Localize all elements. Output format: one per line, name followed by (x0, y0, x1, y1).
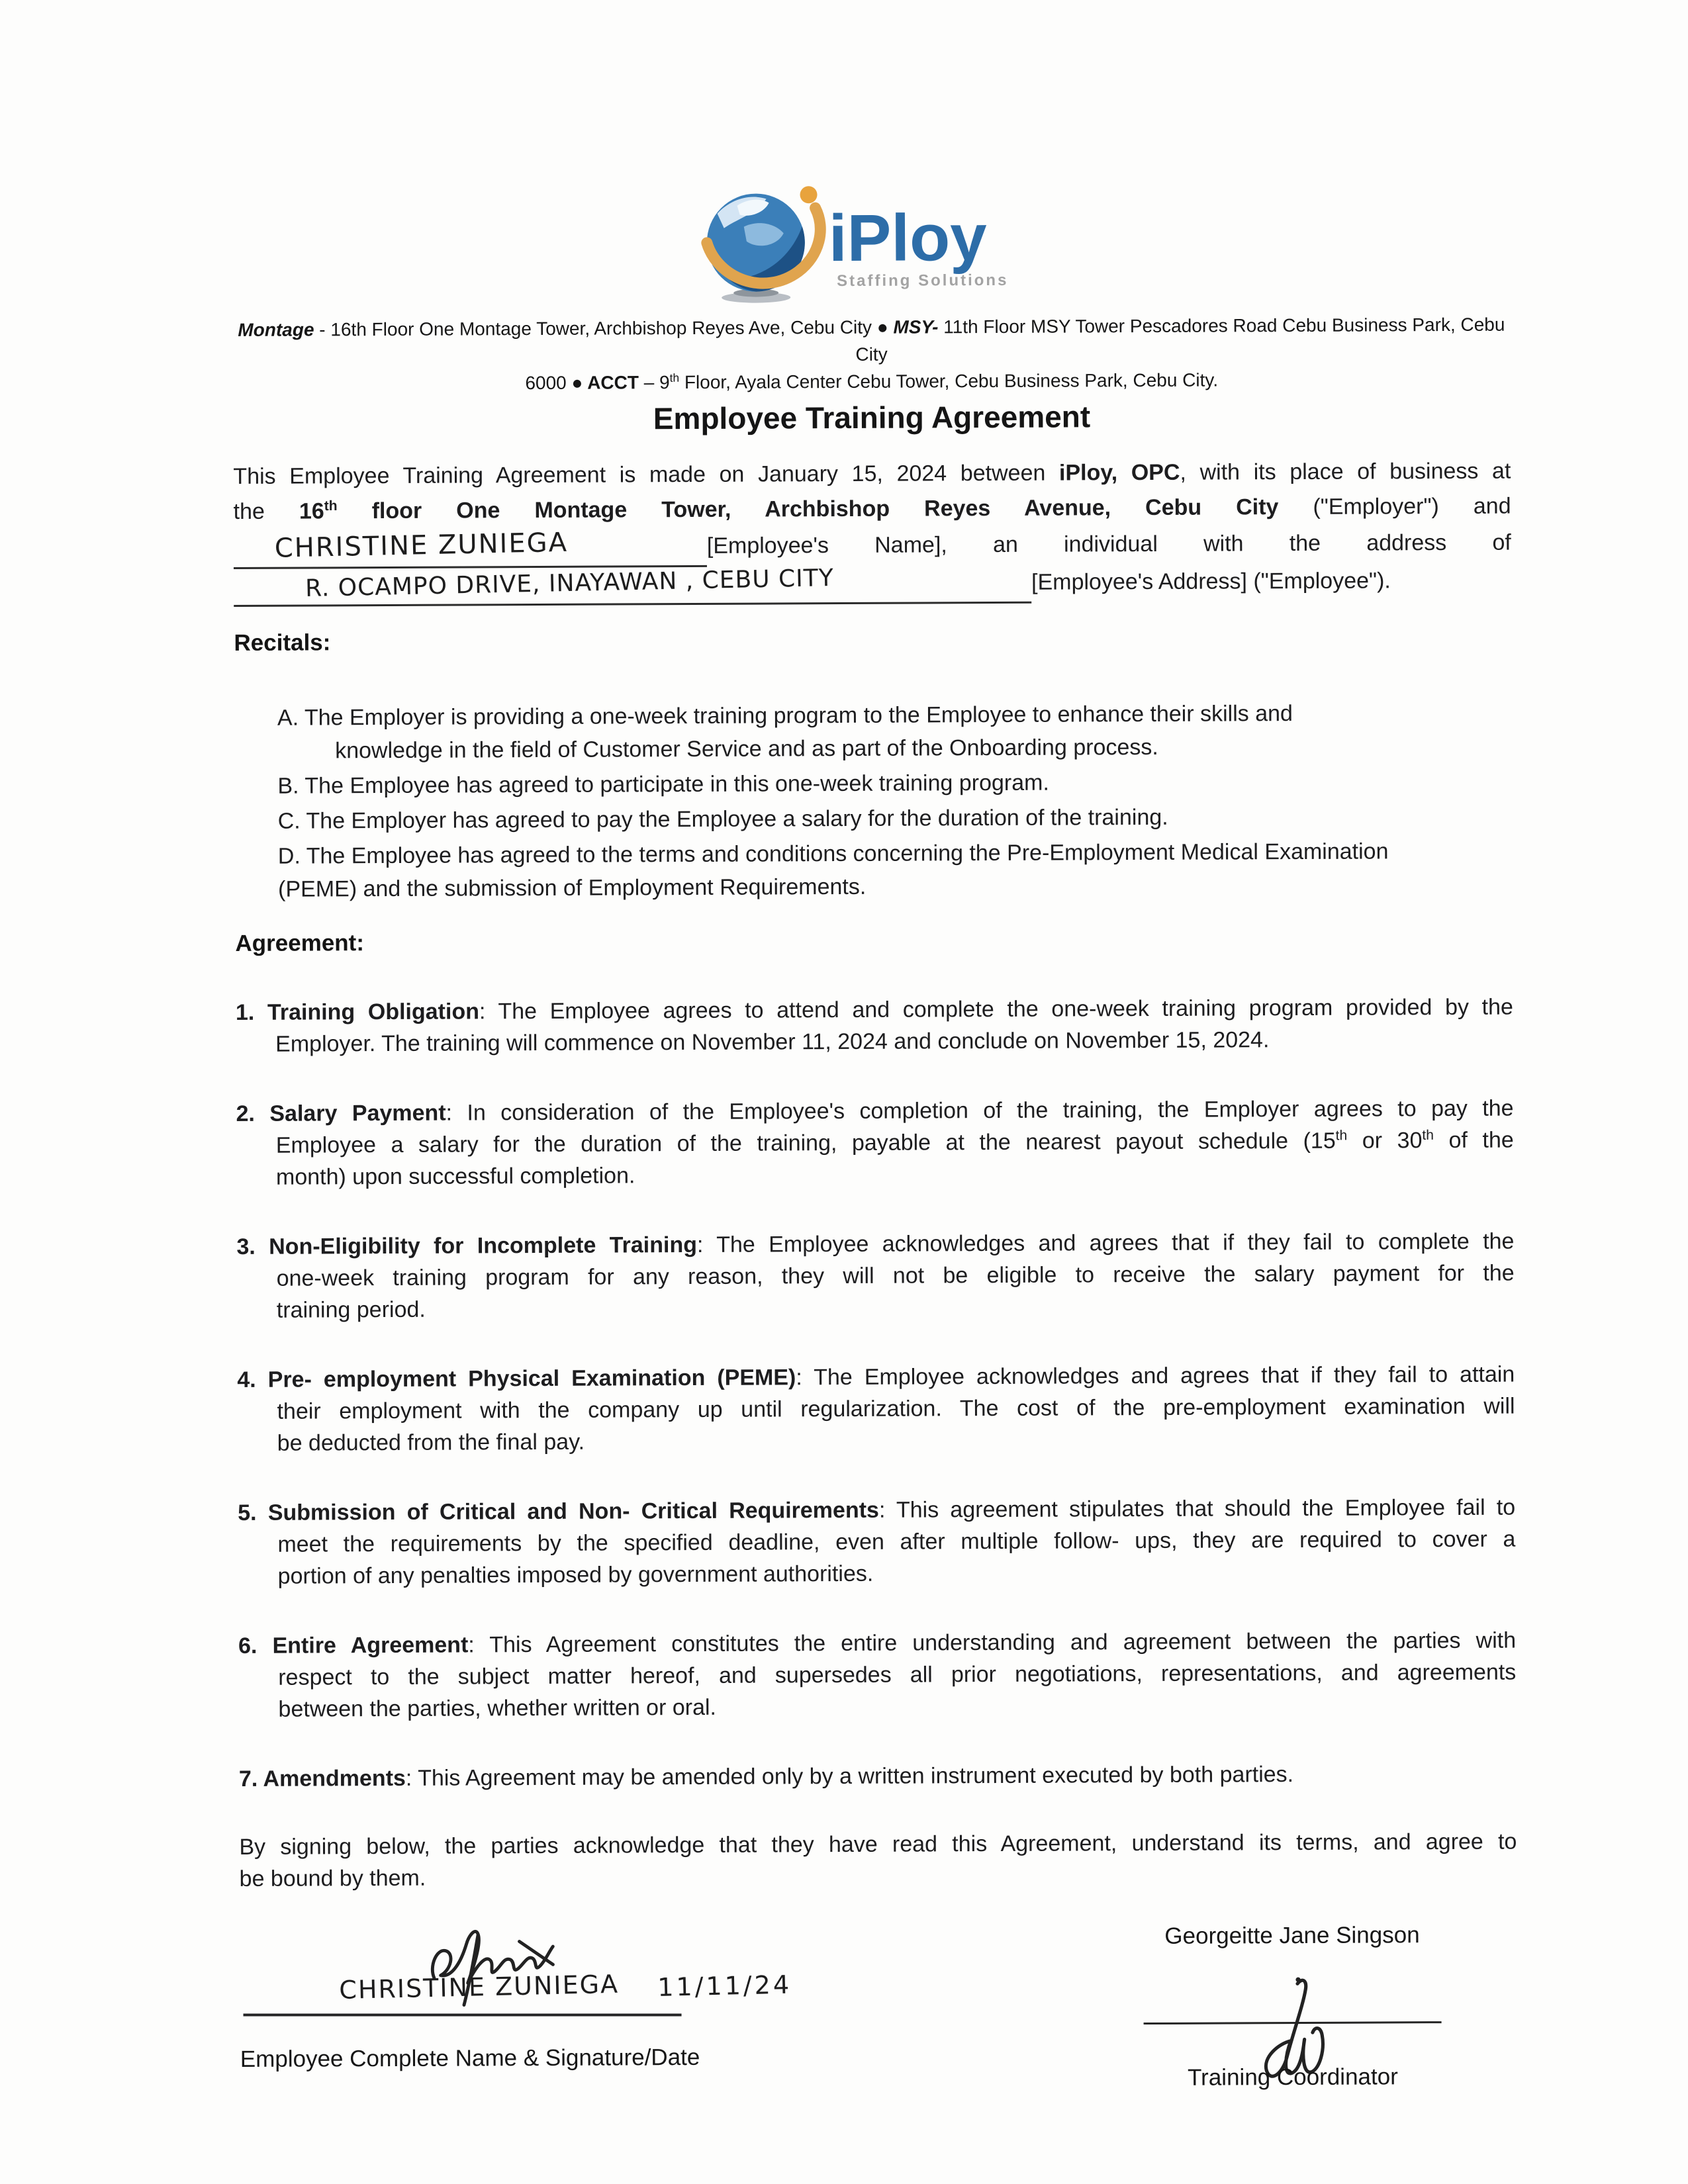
intro-text: [Employee's Address] ("Employee"). (1031, 568, 1391, 595)
item-line: between the parties, whether written or oral. (278, 1694, 717, 1722)
agreement-item-4 (237, 1359, 1515, 1459)
address-text: 6000 (525, 372, 572, 394)
intro-text: [Employee's Name], an individual with the address of (706, 529, 1511, 559)
agreement-item-5 (238, 1492, 1516, 1592)
item-number: 5. (238, 1500, 268, 1526)
item-line (238, 1492, 1515, 1529)
item-line: be deducted from the final pay. (277, 1429, 585, 1456)
item-line (236, 1226, 1514, 1263)
item-number: 4. (237, 1367, 268, 1393)
item-number: 3. (236, 1234, 269, 1260)
coordinator-name: Georgeitte Jane Singson (1164, 1922, 1420, 1949)
closing-paragraph (239, 1826, 1517, 1895)
item-text: : This Agreement constitutes the entire understanding and agreement between the parties with (468, 1627, 1517, 1658)
item-text: : In consideration of the Employee's completion of the training, the Employer agrees to pay the (445, 1095, 1514, 1126)
intro-text: This Employee Training Agreement is made on January 15, 2024 between (233, 460, 1060, 490)
item-line: one-week training program for any reason, they will not be eligible to receive the salary payment for the (276, 1260, 1515, 1291)
address-montage-label: Montage (238, 319, 314, 340)
recitals-list (234, 696, 1513, 906)
intro-text: floor One Montage Tower, Archbishop Reyes Avenue, Cebu City (337, 494, 1279, 524)
employee-name-field (234, 527, 707, 569)
item-text: or 30 (1347, 1128, 1423, 1154)
intro-paragraph (233, 454, 1511, 605)
agreement-item-2 (236, 1093, 1514, 1193)
employer-name-bold: iPloy, OPC (1058, 459, 1180, 486)
handwritten-signature-name: CHRISTINE ZUNIEGA (338, 1969, 620, 2005)
intro-line-4 (234, 562, 1511, 605)
recital-d-line-1: D. The Employee has agreed to the terms and conditions concerning the Pre-Employment Medical Examination (277, 839, 1389, 869)
handwritten-name-date-row (338, 1969, 792, 2005)
item-number: 6. (238, 1633, 273, 1659)
address-line-2 (233, 365, 1511, 398)
intro-line-3 (234, 524, 1511, 567)
employee-address-field (234, 564, 1031, 607)
item-number: 7. (238, 1766, 263, 1792)
logo-tagline-text: Staffing Solutions (837, 271, 1009, 291)
employee-signature-line (244, 2014, 682, 2017)
closing-line-2: be bound by them. (239, 1865, 426, 1891)
item-line (236, 991, 1513, 1028)
intro-line-1 (233, 454, 1511, 494)
ordinal-superscript: th (1422, 1127, 1434, 1143)
company-logo (697, 177, 1029, 310)
item-label: Non-Eligibility for Incomplete Training (269, 1232, 698, 1259)
employee-signature-block (240, 1913, 792, 2147)
address-text: 11th Floor MSY Tower Pescadores Road Cebu Business Park, Cebu City (855, 314, 1505, 365)
intro-line-2 (233, 489, 1511, 529)
item-text: : This Agreement may be amended only by a written instrument executed by both parties. (405, 1762, 1294, 1791)
address-text: Floor, Ayala Center Cebu Tower, Cebu Business Park, Cebu City. (679, 369, 1219, 393)
employer-address-bold (299, 494, 1279, 523)
item-label: Salary Payment (269, 1100, 446, 1126)
handwritten-employee-address: R. OCAMPO DRIVE, INAYAWAN , CEBU CITY (305, 564, 835, 602)
item-number: 2. (236, 1101, 270, 1127)
document-title: Employee Training Agreement (653, 399, 1091, 436)
agreement-item-6 (238, 1625, 1517, 1725)
address-text: – 9 (638, 372, 670, 393)
ordinal-superscript: th (669, 371, 680, 385)
handwritten-employee-name: CHRISTINE ZUNIEGA (274, 527, 569, 564)
handwritten-signature-date: 11/11/24 (657, 1970, 792, 2003)
iploy-logo-icon (697, 177, 1029, 310)
recital-a-line-1: A. The Employer is providing a one-week training program to the Employee to enhance their skills and (277, 701, 1293, 731)
recital-d-line-2: (PEME) and the submission of Employment Requirements. (278, 874, 867, 902)
item-text: : The Employee agrees to attend and complete the one-week training program provided by the (479, 994, 1513, 1024)
agreement-heading: Agreement: (235, 930, 365, 957)
recitals-heading: Recitals: (234, 629, 331, 657)
signature-section (240, 1910, 1519, 2147)
agreement-item-3 (236, 1226, 1515, 1326)
coordinator-signature-block (1137, 1910, 1449, 2143)
item-line: training period. (276, 1297, 426, 1323)
recital-a-line-2: knowledge in the field of Customer Service and as part of the Onboarding process. (335, 734, 1158, 764)
recital-b: B. The Employee has agreed to participate in this one-week training program. (277, 770, 1049, 799)
logo-brand-text: iPloy (828, 201, 988, 276)
agreement-list (236, 991, 1517, 1833)
item-line: portion of any penalties imposed by government authorities. (277, 1561, 874, 1589)
agreement-item-7 (239, 1758, 1517, 1795)
bullet-separator-icon: ● (876, 316, 888, 338)
item-text: : This agreement stipulates that should the Employee fail to (878, 1494, 1516, 1523)
item-text: Employee a salary for the duration of the training, payable at the nearest payout schedule (15 (275, 1128, 1336, 1158)
item-line: Employer. The training will commence on November 11, 2024 and conclude on November 15, 2024. (275, 1027, 1270, 1057)
item-line (236, 1093, 1513, 1130)
item-label: Pre- employment Physical Examination (PEME) (267, 1365, 796, 1392)
item-label: Submission of Critical and Non- Critical Requirements (267, 1497, 879, 1525)
item-label: Entire Agreement (272, 1632, 469, 1659)
item-line (237, 1359, 1515, 1396)
item-line: month) upon successful completion. (275, 1163, 635, 1190)
item-text: : The Employee acknowledges and agrees that if they fail to complete the (696, 1228, 1515, 1257)
item-label: Amendments (263, 1765, 406, 1792)
ordinal-superscript: th (324, 498, 338, 514)
address-line-1 (232, 311, 1510, 371)
intro-text: 16 (299, 498, 324, 524)
bullet-separator-icon: ● (571, 372, 583, 393)
coordinator-title: Training Coordinator (1187, 2064, 1398, 2091)
address-acct-label: ACCT (583, 372, 639, 393)
closing-line-1: By signing below, the parties acknowledge that they have read this Agreement, understand its terms, and agree to (239, 1829, 1517, 1860)
item-line: meet the requirements by the specified deadline, even after multiple follow- ups, they are required to cover a (277, 1526, 1516, 1557)
recital-c: C. The Employer has agreed to pay the Employee a salary for the duration of the training. (277, 804, 1168, 834)
agreement-item-1 (236, 991, 1513, 1060)
intro-text: the (233, 498, 299, 525)
item-line (238, 1625, 1516, 1662)
employee-signature-label: Employee Complete Name & Signature/Date (240, 2044, 700, 2072)
item-line (236, 1124, 1514, 1161)
item-label: Training Obligation (267, 999, 480, 1025)
intro-text: , with its place of business at (1180, 458, 1511, 485)
company-address-block (232, 311, 1511, 398)
intro-text: ("Employer") and (1278, 493, 1511, 520)
item-text: of the (1433, 1127, 1514, 1154)
address-text: - 16th Floor One Montage Tower, Archbishop Reyes Ave, Cebu City (314, 316, 877, 340)
item-line (239, 1758, 1517, 1795)
address-msy-label: MSY- (888, 316, 939, 338)
item-line: their employment with the company up until regularization. The cost of the pre-employment examination will (277, 1393, 1515, 1424)
item-line: respect to the subject matter hereof, and supersedes all prior negotiations, representations, and agreements (278, 1659, 1517, 1690)
ordinal-superscript: th (1335, 1128, 1348, 1144)
item-number: 1. (235, 999, 268, 1026)
item-text: : The Employee acknowledges and agrees that if they fail to attain (796, 1361, 1515, 1390)
